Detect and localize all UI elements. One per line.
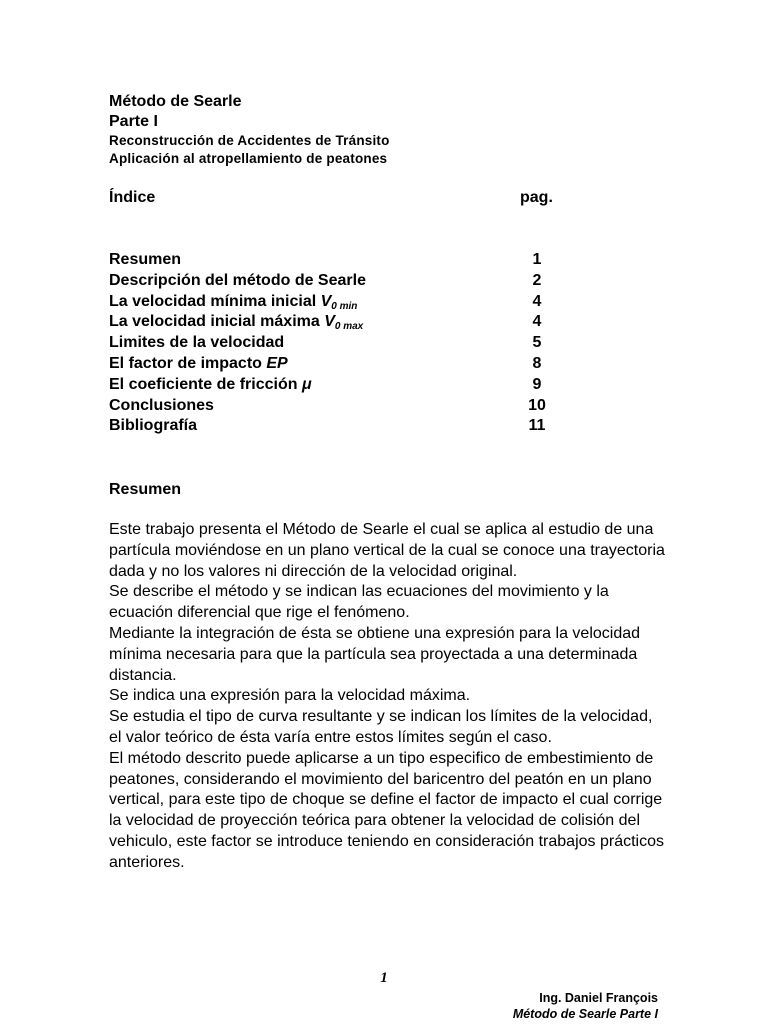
- toc-entry-page: 9: [532, 375, 542, 393]
- toc-entry: [109, 271, 569, 292]
- toc-entry-text: Descripción del método de Searle: [109, 271, 366, 289]
- summary-paragraph: Se describe el método y se indican las ecuaciones del movimiento y la ecuación diferencial que rige el fenómeno.: [109, 583, 609, 622]
- toc-entry-page: 5: [532, 334, 542, 352]
- toc-entry-subscript: 0 min: [331, 300, 358, 312]
- toc-entry-text: Limites de la velocidad: [109, 334, 285, 352]
- summary-paragraph: Se estudia el tipo de curva resultante y se indican los límites de la velocidad, el valor teórico de ésta varía entre estos límites según el caso.: [109, 708, 653, 746]
- toc-entry-page: 4: [532, 292, 542, 310]
- toc-entry-page: 10: [528, 396, 546, 414]
- toc-entry-page: 2: [532, 271, 542, 289]
- summary-heading: Resumen: [109, 481, 182, 498]
- summary-paragraph: El método descrito puede aplicarse a un tipo especifico de embestimiento de peatones, considerando el movimiento del baricentro del peatón en un plano vertical, para este tipo de choque se define el factor de impacto el cual corrige la velocidad de proyección teórica para obtener la velocidad de colisión del vehiculo, este factor se introduce teniendo en consideración trabajos prácticos anteriores.: [109, 749, 664, 871]
- summary-paragraph: Este trabajo presenta el Método de Searle el cual se aplica al estudio de una partícula moviéndose en un plano vertical de la cual se conoce una trayectoria dada y no los valores ni dirección de la velocidad original.: [109, 521, 665, 580]
- toc-entry: [109, 250, 569, 271]
- table-of-contents: [109, 250, 569, 437]
- toc-entry: [109, 396, 569, 417]
- toc-entry-italic: V: [320, 292, 332, 310]
- toc-entry-text: El coeficiente de fricción: [109, 375, 302, 393]
- summary-paragraph: Se indica una expresión para la velocidad máxima.: [109, 687, 471, 705]
- toc-entry: [109, 312, 569, 333]
- toc-entry-page: 8: [532, 354, 542, 372]
- toc-entry-text: Resumen: [109, 251, 182, 268]
- summary-body: [109, 520, 669, 874]
- toc-entry: [109, 354, 569, 375]
- summary-paragraph: Mediante la integración de ésta se obtiene una expresión para la velocidad mínima necesaria para que la partícula sea proyectada a una determinada distancia.: [109, 624, 641, 684]
- toc-entry: [109, 292, 569, 313]
- page-footer: [513, 990, 658, 1022]
- toc-entry-text: La velocidad inicial máxima: [109, 313, 325, 331]
- toc-entry-page: 1: [532, 251, 542, 268]
- page-number: 1: [380, 970, 388, 986]
- index-heading: Índice: [109, 189, 156, 206]
- document-subtitle: Reconstrucción de Accidentes de Tránsito: [109, 133, 390, 148]
- document-part: Parte I: [109, 113, 158, 130]
- toc-entry-italic: EP: [266, 354, 288, 372]
- toc-entry-subscript: 0 max: [334, 321, 364, 333]
- toc-entry: [109, 333, 569, 354]
- document-header: [109, 92, 669, 168]
- toc-entry-text: Conclusiones: [109, 396, 214, 414]
- document-title: Método de Searle: [109, 93, 242, 110]
- toc-entry: [109, 416, 569, 437]
- toc-entry-text: La velocidad mínima inicial: [109, 292, 321, 310]
- footer-author: Ing. Daniel François: [539, 991, 658, 1005]
- toc-entry-italic: μ: [301, 375, 312, 393]
- toc-entry-italic: V: [324, 313, 335, 331]
- footer-document-title: Método de Searle Parte I: [512, 1007, 658, 1021]
- toc-entry-text: Bibliografía: [109, 417, 198, 435]
- toc-entry: [109, 375, 569, 396]
- document-subtitle-secondary: Aplicación al atropellamiento de peatones: [109, 151, 388, 166]
- toc-entry-text: El factor de impacto: [109, 354, 267, 372]
- toc-entry-page: 11: [528, 417, 546, 435]
- toc-entry-page: 4: [532, 313, 542, 331]
- index-page-heading: pag.: [520, 189, 553, 206]
- index-heading-row: [109, 188, 569, 208]
